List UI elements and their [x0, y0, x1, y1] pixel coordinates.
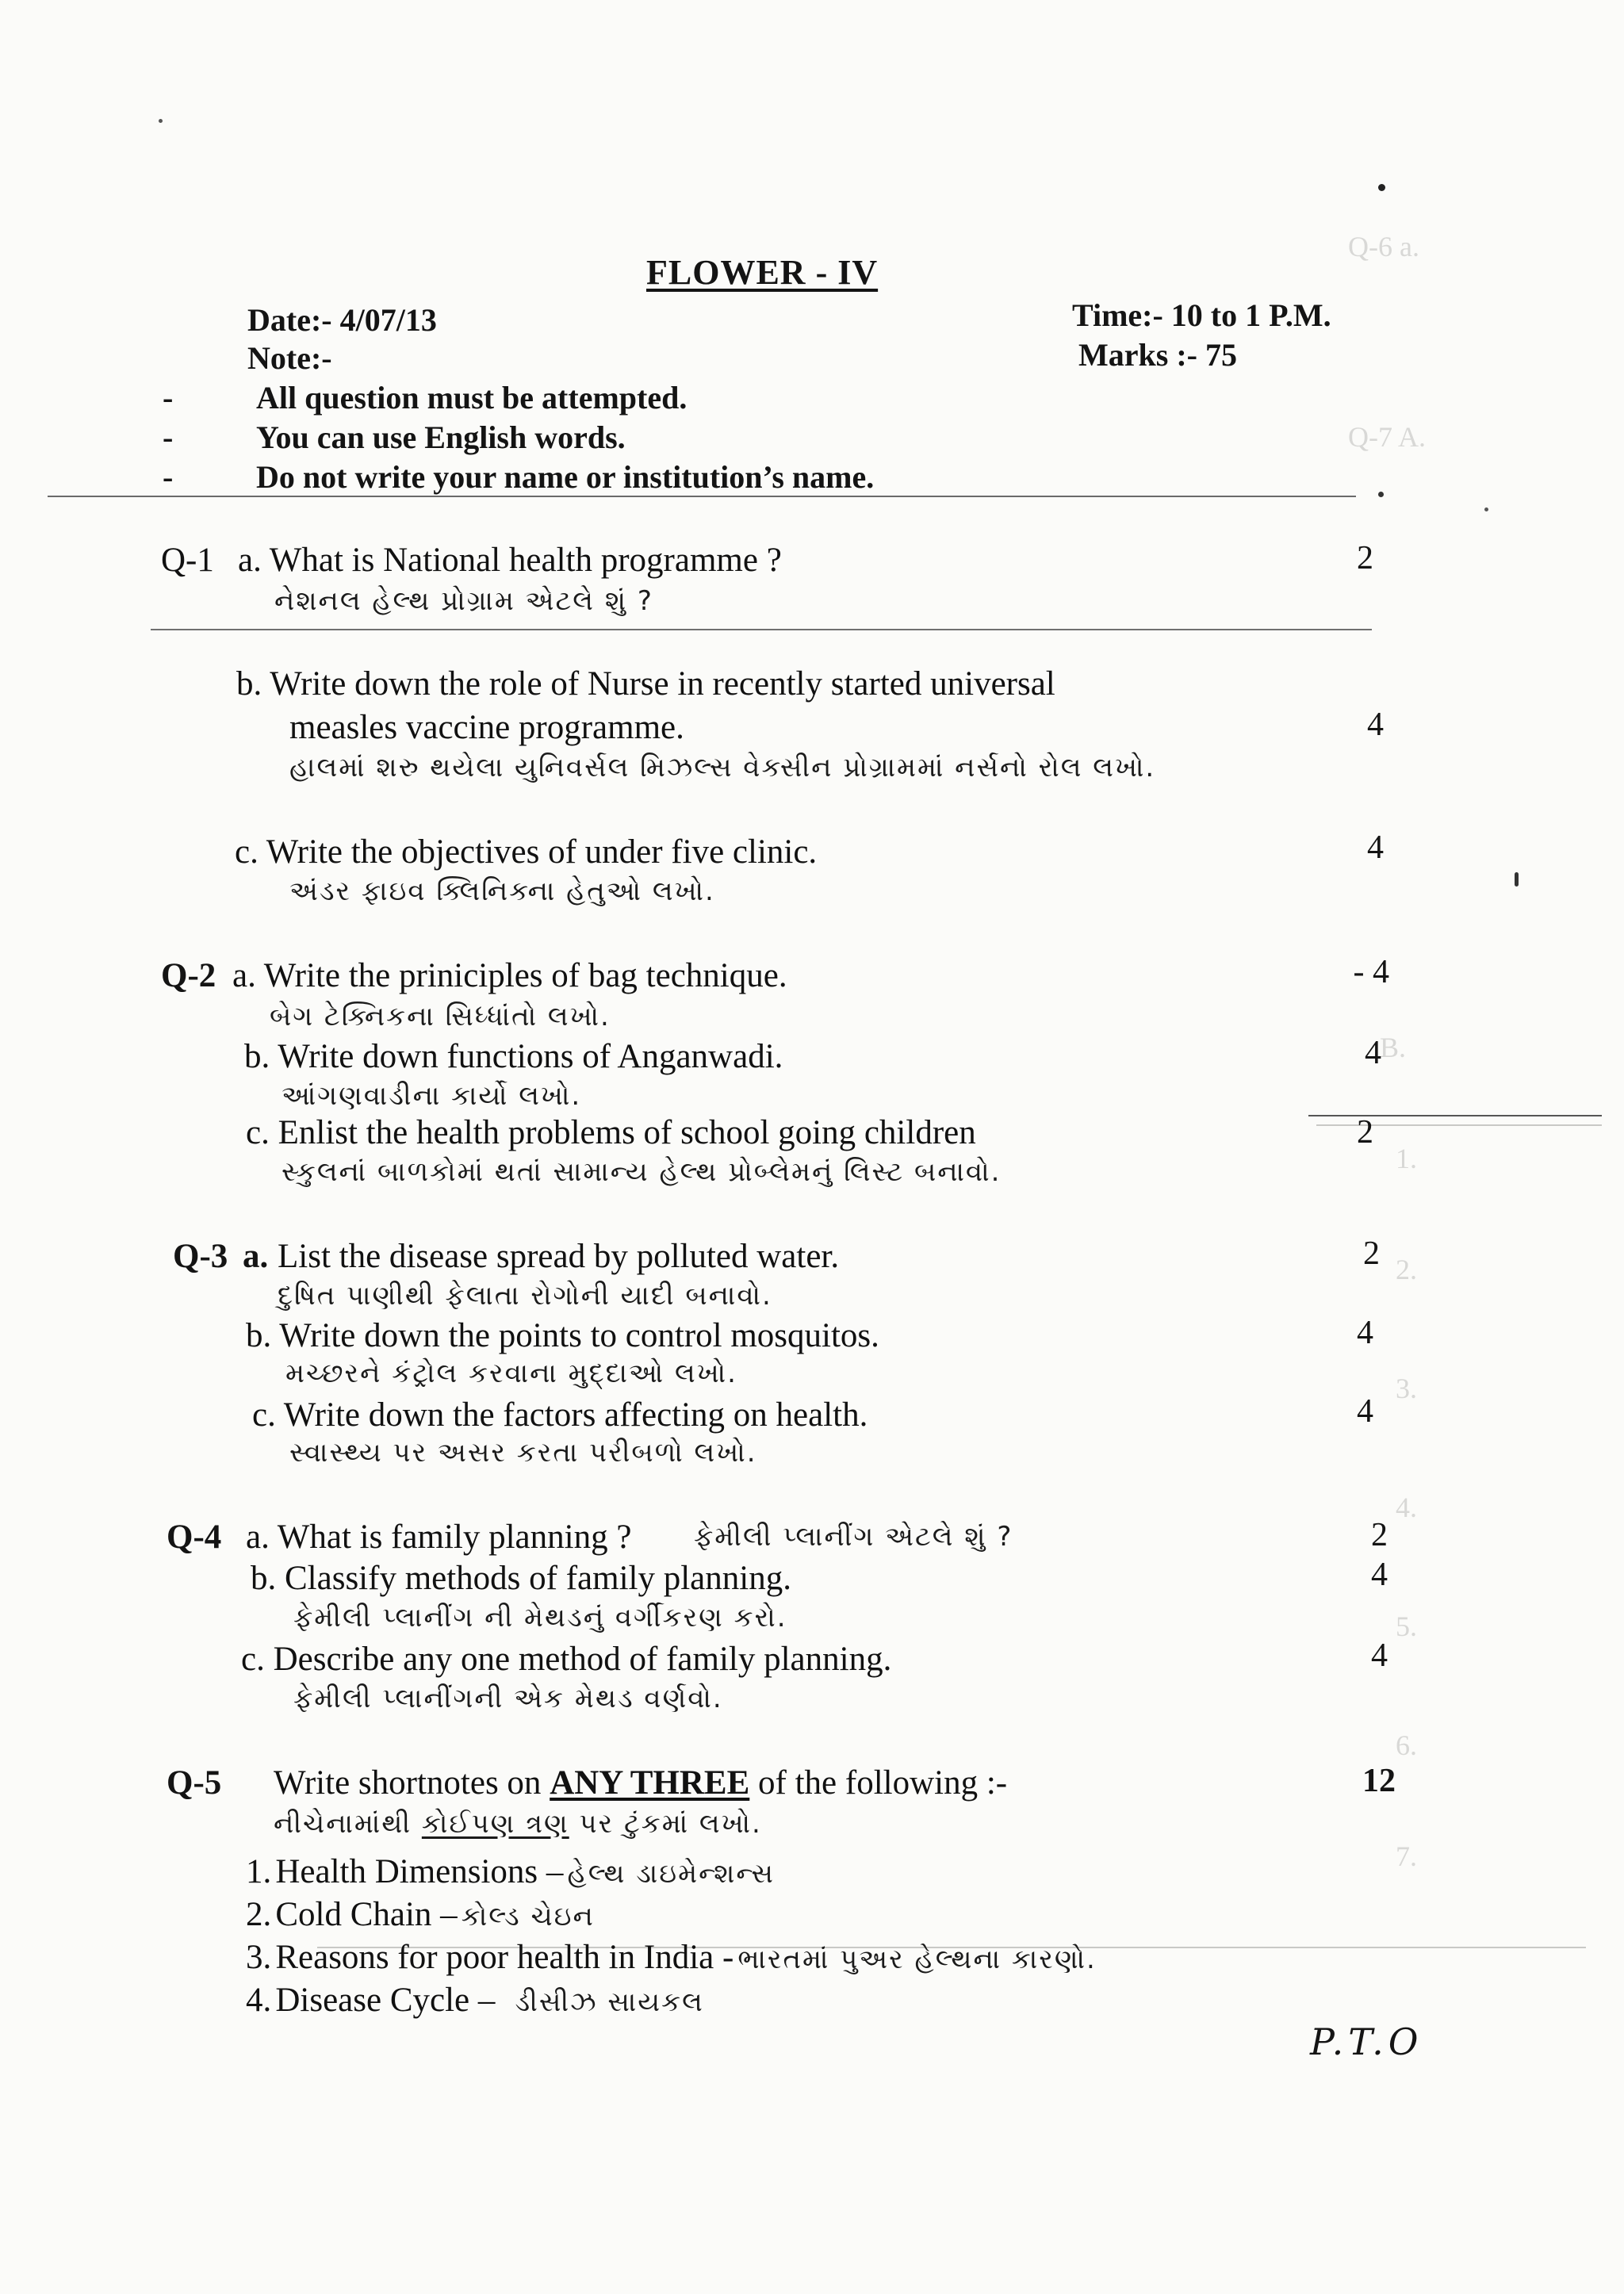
- pto-handwritten: P.T.O: [1310, 2020, 1423, 2063]
- exam-time: Time:- 10 to 1 P.M.: [1072, 297, 1331, 333]
- question-label: Q-2: [161, 957, 216, 994]
- guj-text-start: નીચેનામાંથી: [274, 1808, 422, 1840]
- question-text: c. Enlist the health problems of school going children: [246, 1114, 976, 1151]
- gujarati-translation: હાલમાં શરુ થયેલા યુનિવર્સલ મિઝલ્સ વેક્સીન પ્રોગ્રામમાં નર્સનો રોલ લખો.: [289, 752, 1156, 783]
- question-text: b. Write down the points to control mosquitos.: [246, 1317, 879, 1354]
- question-label: Q-4: [167, 1518, 222, 1556]
- guj-emphasis: કોઈપણ ત્રણ: [421, 1808, 569, 1840]
- item-guj: ભારતમાં પુઅર હેલ્થના કારણો.: [737, 1944, 1097, 1975]
- marks: 4: [1371, 1637, 1388, 1674]
- question-text: c. Describe any one method of family planning.: [241, 1641, 892, 1678]
- gujarati-translation: દુષિત પાણીથી ફેલાતા રોગોની યાદી બનાવો.: [278, 1280, 772, 1312]
- speck: [1378, 184, 1385, 191]
- question-text: b. Classify methods of family planning.: [251, 1560, 791, 1597]
- question-text: a. What is National health programme ?: [238, 542, 782, 579]
- gujarati-translation: ફેમીલી પ્લાનીંગની એક મેથડ વર્ણવો.: [293, 1683, 723, 1714]
- divider: [48, 496, 1356, 497]
- item-text: Cold Chain –: [275, 1896, 458, 1933]
- marks: 4: [1365, 1035, 1381, 1071]
- marks: 4: [1357, 1393, 1373, 1430]
- list-item: [246, 1895, 595, 1934]
- item-text: Health Dimensions –: [275, 1853, 564, 1890]
- divider: [151, 629, 1372, 630]
- item-number: 2.: [246, 1896, 272, 1933]
- item-guj: હેલ્થ ડાઇમેન્શન્સ: [567, 1858, 775, 1890]
- total-marks: Marks :- 75: [1078, 337, 1237, 373]
- item-number: 1.: [246, 1853, 272, 1890]
- question-text: [274, 1764, 1007, 1802]
- speck: [1484, 507, 1488, 511]
- bullet-dash: -: [163, 419, 174, 455]
- list-item: [246, 1938, 1097, 1977]
- item-guj: ડીસીઝ સાયકલ: [515, 1986, 704, 2018]
- ghost-text: 5.: [1396, 1610, 1417, 1642]
- item-number: 3.: [246, 1939, 272, 1976]
- ghost-text: 1.: [1396, 1143, 1417, 1174]
- question-text: a. Write the priniciples of bag technique.: [232, 957, 787, 994]
- question-label: Q-3: [173, 1238, 228, 1275]
- ghost-text: 4.: [1396, 1492, 1417, 1523]
- question-prefix: a.: [243, 1238, 269, 1275]
- marks: 4: [1371, 1557, 1388, 1593]
- question-text: b. Write down the role of Nurse in recently started universal: [236, 665, 1055, 703]
- marks: 2: [1363, 1235, 1380, 1272]
- question-text: c. Write the objectives of under five clinic.: [235, 833, 818, 871]
- speck: [1378, 492, 1384, 497]
- question-text: c. Write down the factors affecting on health.: [252, 1396, 868, 1434]
- list-item: [246, 1981, 704, 2020]
- item-guj: કોલ્ડ ચેઇન: [461, 1901, 595, 1932]
- gujarati-translation: ફેમીલી પ્લાનીંગ એટલે શું ?: [694, 1521, 1013, 1553]
- emphasis: ANY THREE: [550, 1764, 750, 1802]
- ghost-text: 3.: [1396, 1373, 1417, 1404]
- instruction-item: All question must be attempted.: [256, 380, 688, 416]
- instruction-item: You can use English words.: [256, 419, 626, 455]
- question-label: Q-5: [167, 1764, 222, 1802]
- gujarati-translation: [274, 1808, 762, 1840]
- paper-title: FLOWER - IV: [646, 253, 879, 292]
- marks: 4: [1357, 1315, 1373, 1351]
- gujarati-translation: બેગ ટેક્નિકના સિધ્ધાંતો લખો.: [270, 1001, 611, 1032]
- ghost-text: B.: [1380, 1032, 1407, 1063]
- question-text-end: of the following :-: [749, 1764, 1008, 1802]
- gujarati-translation: સ્કુલનાં બાળકોમાં થતાં સામાન્ય હેલ્થ પ્રોબ્લેમનું લિસ્ટ બનાવો.: [282, 1156, 1002, 1188]
- marks: 2: [1357, 1114, 1373, 1151]
- ghost-text: Q-6 a.: [1348, 231, 1419, 262]
- item-text: Disease Cycle –: [275, 1982, 496, 2019]
- question-text-cont: measles vaccine programme.: [289, 709, 684, 746]
- gujarati-translation: અંડર ફાઇવ ક્લિનિક્ના હેતુઓ લખો.: [289, 875, 715, 907]
- marks: 4: [1367, 829, 1384, 866]
- marks: - 4: [1353, 954, 1389, 990]
- gujarati-translation: નેશનલ હેલ્થ પ્રોગ્રામ એટલે શું ?: [274, 585, 653, 617]
- question-text: a. What is family planning ?: [246, 1518, 632, 1556]
- instruction-item: Do not write your name or institution’s name.: [256, 459, 875, 495]
- question-text-start: Write shortnotes on: [274, 1764, 550, 1802]
- list-item: [246, 1852, 775, 1891]
- ghost-text: 7.: [1396, 1840, 1417, 1872]
- marks: 4: [1367, 707, 1384, 743]
- gujarati-translation: સ્વાસ્થ્ય પર અસર કરતા પરીબળો લખો.: [289, 1437, 757, 1469]
- ghost-text: Q-7 A.: [1348, 421, 1426, 453]
- ghost-text: 2.: [1396, 1254, 1417, 1285]
- bullet-dash: -: [163, 459, 174, 495]
- marks: 12: [1362, 1763, 1396, 1799]
- marks: 2: [1371, 1517, 1388, 1553]
- gujarati-translation: ફેમીલી પ્લાનીંગ ની મેથડનું વર્ગીકરણ કરો.: [293, 1602, 787, 1633]
- item-text: Reasons for poor health in India -: [275, 1939, 734, 1976]
- speck: [1515, 872, 1519, 887]
- ghost-text: 6.: [1396, 1729, 1417, 1761]
- gujarati-translation: મચ્છરને કંટ્રોલ કરવાના મુદ્દાઓ લખો.: [285, 1358, 737, 1389]
- question-text: List the disease spread by polluted water.: [278, 1238, 840, 1275]
- speck: [159, 119, 163, 123]
- item-number: 4.: [246, 1982, 272, 2019]
- gujarati-translation: આંગણવાડીના કાર્યો લખો.: [282, 1080, 582, 1112]
- note-label: Note:-: [247, 340, 332, 376]
- question-label: Q-1: [161, 542, 214, 579]
- guj-text-end: પર ટુંકમાં લખો.: [569, 1808, 762, 1840]
- question-text: b. Write down functions of Anganwadi.: [244, 1038, 783, 1075]
- exam-date: Date:- 4/07/13: [247, 302, 437, 338]
- bullet-dash: -: [163, 380, 174, 416]
- marks: 2: [1357, 540, 1373, 576]
